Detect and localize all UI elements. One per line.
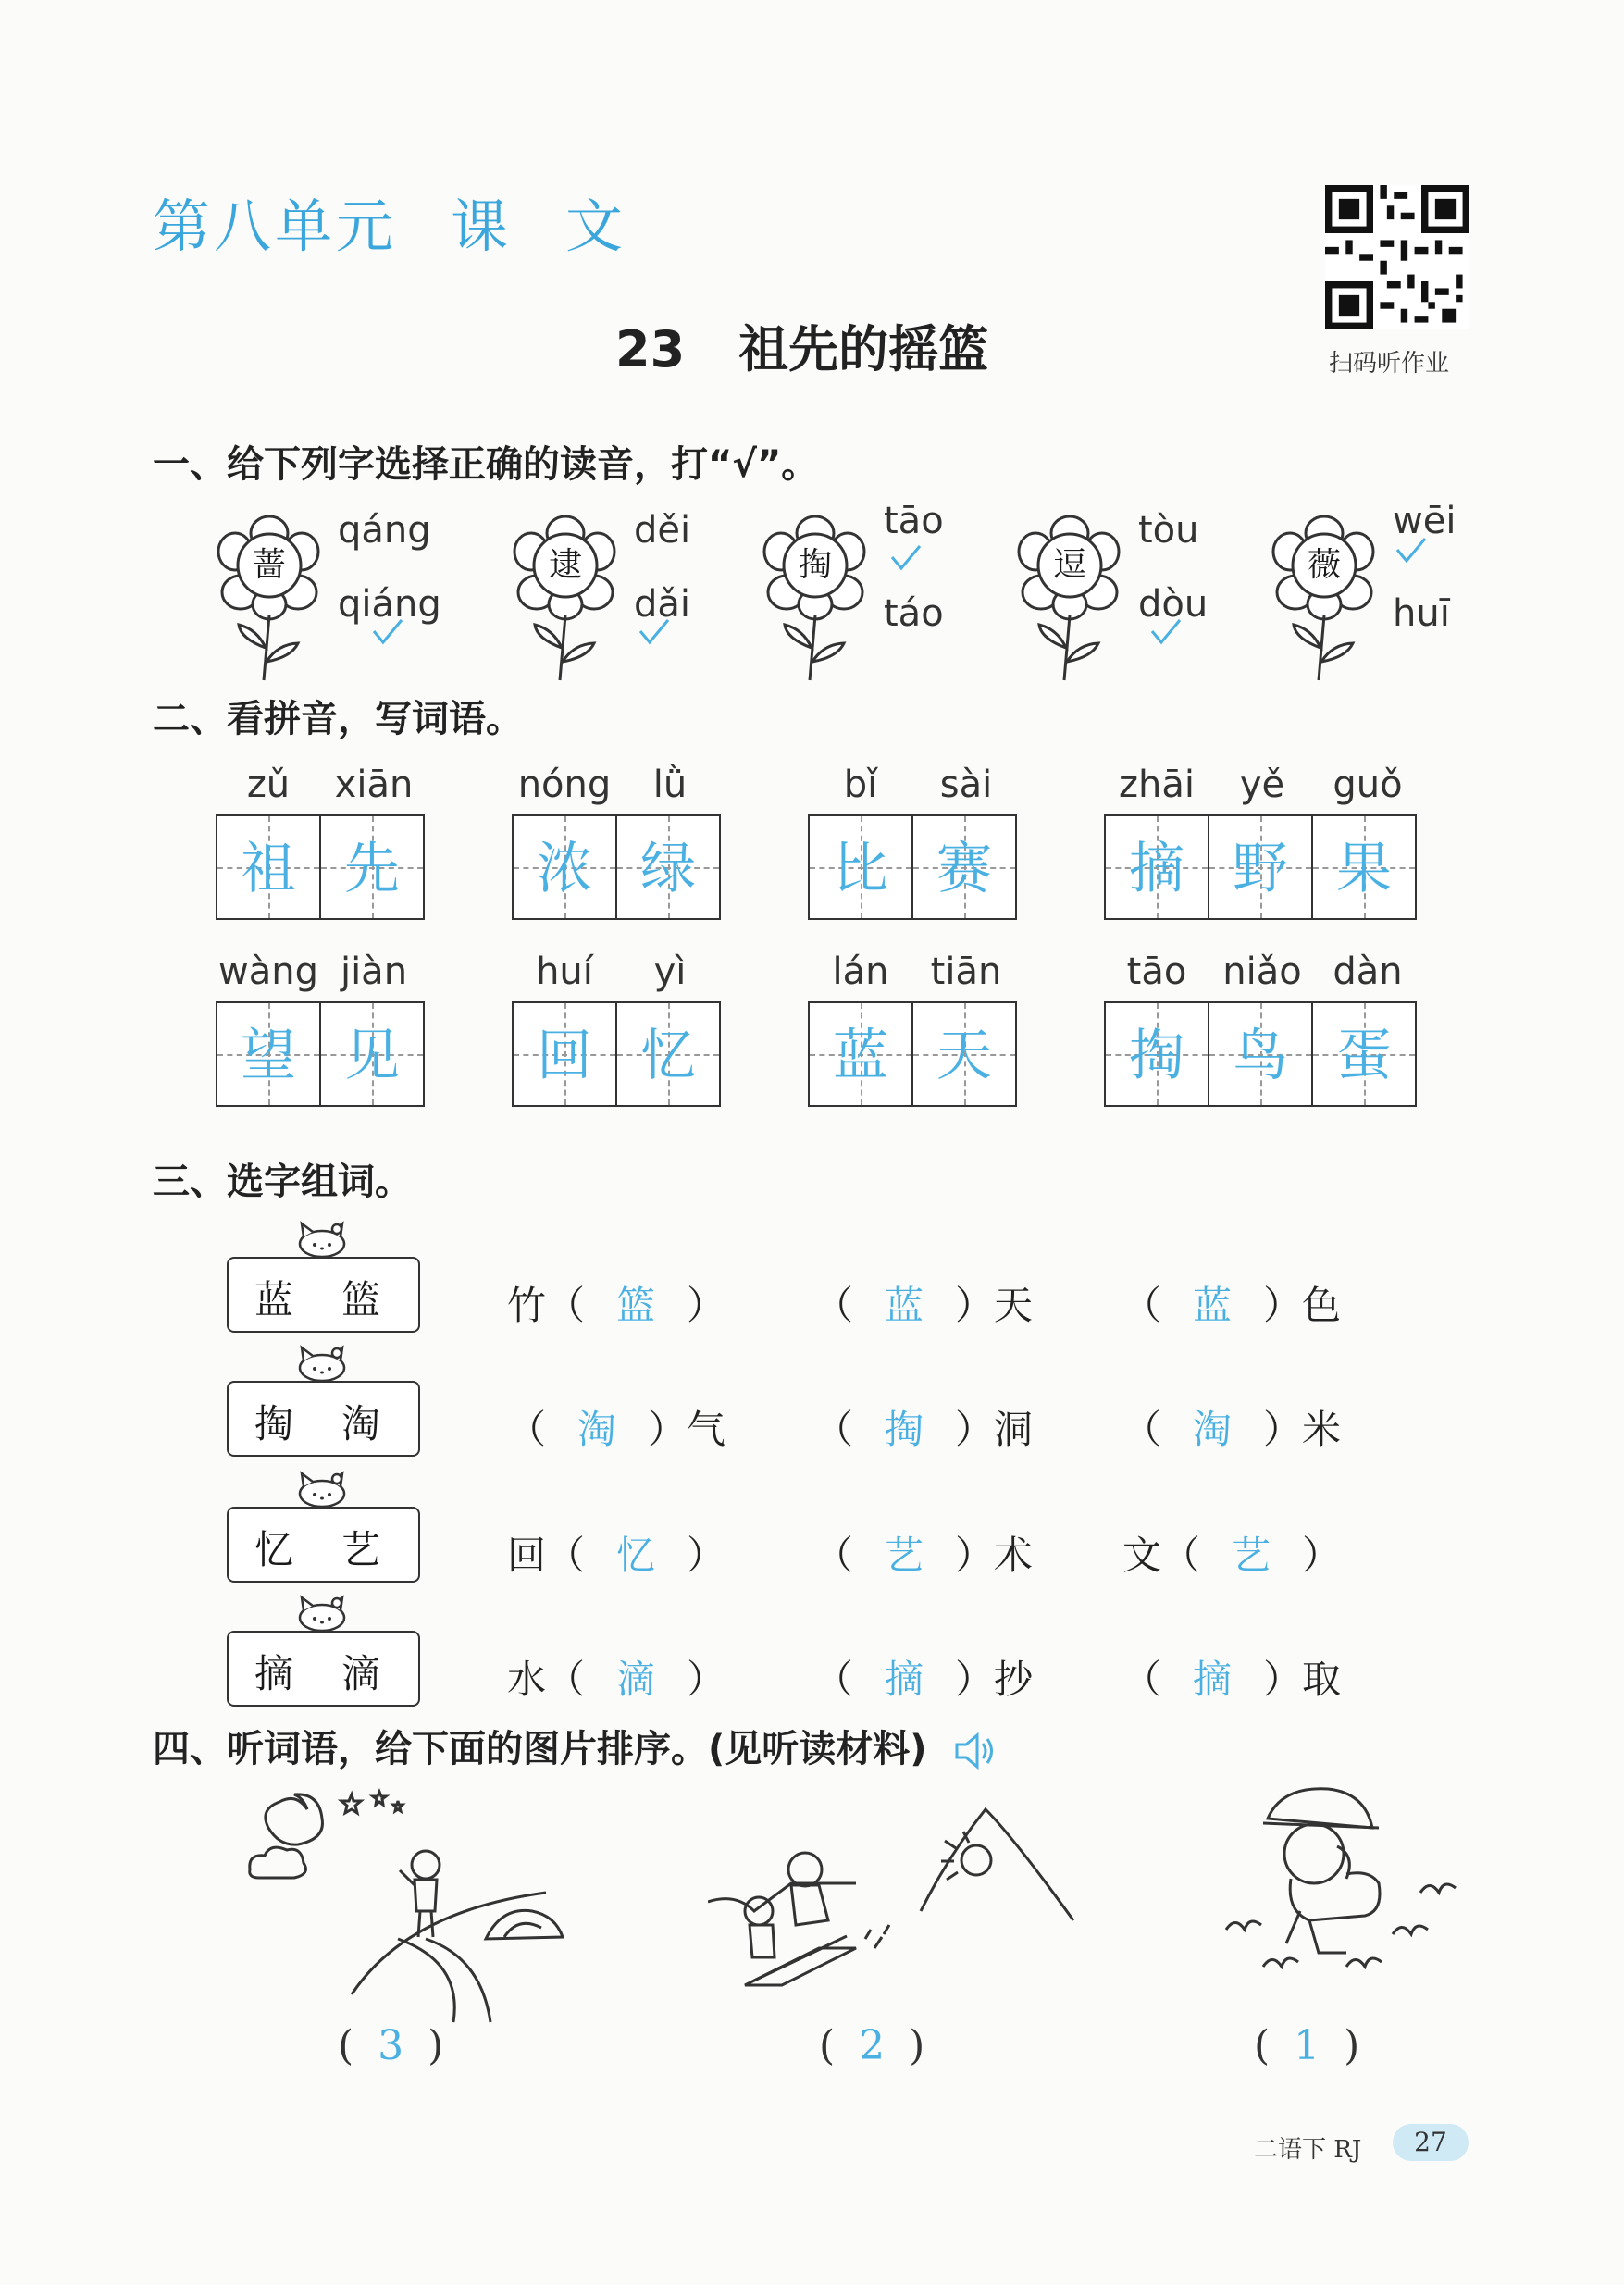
night-scene-illustration <box>241 1782 592 2031</box>
qr-label: 扫码听作业 <box>1329 350 1450 378</box>
written-char: 见 <box>344 1024 400 1088</box>
word-pinyin: zǔ <box>246 764 291 806</box>
pinyin-option[interactable]: dòu <box>1138 583 1209 626</box>
blank-pre: （ <box>1122 1407 1162 1452</box>
word-pinyin: huí <box>536 950 593 993</box>
pinyin-option[interactable]: qáng <box>338 509 431 552</box>
order-post: ) <box>909 2022 925 2069</box>
blank-post: ）术 <box>955 1533 1034 1578</box>
written-char: 赛 <box>936 837 992 901</box>
blank-item[interactable] <box>814 1525 1033 1581</box>
choice-char: 淘 <box>341 1401 381 1447</box>
blank-post: ）米 <box>1263 1407 1342 1452</box>
blank-pre: 竹（ <box>507 1283 586 1328</box>
blank-post: ） <box>687 1533 726 1578</box>
blank-pre: （ <box>1122 1657 1162 1702</box>
flower-icon <box>1013 509 1134 685</box>
unit-title <box>153 180 680 263</box>
choice-char: 摘 <box>254 1651 294 1696</box>
blank-item[interactable] <box>814 1399 1033 1455</box>
order-pre: ( <box>338 2022 354 2069</box>
choice-box <box>227 1631 420 1707</box>
flower-char: 逮 <box>548 546 582 584</box>
blank-answer: 淘 <box>1193 1407 1233 1452</box>
written-char: 果 <box>1336 837 1392 901</box>
word-pinyin: wàng <box>218 950 318 993</box>
word-pinyin: niǎo <box>1222 950 1302 993</box>
blank-item[interactable] <box>507 1399 725 1455</box>
char-box[interactable] <box>1311 1001 1417 1107</box>
choice-char: 篮 <box>341 1277 381 1323</box>
written-char: 天 <box>936 1024 992 1088</box>
choice-box <box>227 1257 420 1333</box>
blank-pre: 文（ <box>1122 1533 1201 1578</box>
written-char: 蓝 <box>833 1024 888 1088</box>
section-3-title: 三、选字组词。 <box>153 1161 412 1203</box>
section-2-title: 二、看拼音，写词语。 <box>153 698 523 740</box>
order-post: ) <box>428 2022 444 2069</box>
kitty-icon <box>294 1220 350 1259</box>
written-char: 摘 <box>1129 837 1184 901</box>
blank-item[interactable] <box>1122 1399 1341 1455</box>
flower-char: 逗 <box>1052 546 1086 584</box>
char-box[interactable] <box>808 814 913 920</box>
blank-answer: 艺 <box>885 1533 924 1578</box>
flower-icon <box>1268 509 1388 685</box>
char-box[interactable] <box>512 814 617 920</box>
choice-char: 艺 <box>341 1527 381 1572</box>
blank-item[interactable] <box>1122 1275 1341 1331</box>
blank-answer: 摘 <box>885 1657 924 1702</box>
written-char: 祖 <box>241 837 296 901</box>
written-char: 望 <box>241 1024 296 1088</box>
blank-answer: 掏 <box>885 1407 924 1452</box>
book-label: 二语下 RJ <box>1254 2136 1362 2164</box>
order-number: 2 <box>859 2022 886 2069</box>
blank-item[interactable] <box>1122 1649 1341 1705</box>
blank-post: ） <box>1302 1533 1342 1578</box>
order-pre: ( <box>1254 2022 1271 2069</box>
blank-post: ）抄 <box>955 1657 1034 1702</box>
blank-post: ）洞 <box>955 1407 1034 1452</box>
flower-item <box>509 509 759 685</box>
choice-char: 滴 <box>341 1651 381 1696</box>
unit-title-part: 第八单元 <box>153 192 398 260</box>
choice-char: 蓝 <box>254 1277 294 1323</box>
written-char: 回 <box>537 1024 592 1088</box>
blank-pre: （ <box>814 1283 854 1328</box>
blank-answer: 滴 <box>616 1657 656 1702</box>
child-gardening-illustration <box>1208 1782 1457 2004</box>
unit-title-part: 文 <box>565 192 627 260</box>
flower-item <box>213 509 463 685</box>
blank-post: ）气 <box>648 1407 726 1452</box>
blank-item[interactable] <box>814 1275 1033 1331</box>
written-char: 忆 <box>640 1024 696 1088</box>
pinyin-option[interactable]: dǎi <box>634 583 691 626</box>
section-4-title <box>153 1720 999 1772</box>
kitty-icon <box>294 1594 350 1633</box>
word-pinyin: tiān <box>930 950 1002 993</box>
word-pinyin: guǒ <box>1333 764 1403 806</box>
mountain-climb-illustration <box>708 1800 1087 2013</box>
order-number: 3 <box>378 2022 404 2069</box>
kitty-icon <box>294 1470 350 1509</box>
word-pinyin: yì <box>653 950 687 993</box>
blank-item[interactable] <box>1122 1525 1341 1581</box>
word-pinyin: lán <box>832 950 889 993</box>
char-box[interactable] <box>1104 1001 1209 1107</box>
char-box[interactable] <box>216 1001 321 1107</box>
word-pinyin: bǐ <box>843 764 878 806</box>
blank-item[interactable] <box>507 1525 725 1581</box>
check-mark-icon <box>1150 618 1182 646</box>
speaker-icon[interactable] <box>953 1731 999 1771</box>
pinyin-option[interactable]: děi <box>634 509 691 552</box>
pinyin-option[interactable]: tāo <box>884 500 944 542</box>
written-char: 掏 <box>1129 1024 1184 1088</box>
check-mark-icon <box>890 544 922 572</box>
blank-answer: 忆 <box>616 1533 656 1578</box>
blank-post: ） <box>687 1657 726 1702</box>
check-mark-icon <box>372 618 403 646</box>
word-pinyin: xiān <box>334 764 414 806</box>
char-box[interactable] <box>911 814 1017 920</box>
section-1-title: 一、给下列字选择正确的读音，打“√”。 <box>153 443 819 486</box>
char-box[interactable] <box>1104 814 1209 920</box>
written-char: 蛋 <box>1336 1024 1392 1088</box>
word-pinyin: lǜ <box>652 764 688 806</box>
section-4-title-text: 四、听词语，给下面的图片排序。(见听读材料) <box>153 1728 927 1770</box>
written-char: 先 <box>344 837 400 901</box>
order-post: ) <box>1344 2022 1360 2069</box>
char-box[interactable] <box>808 1001 913 1107</box>
char-box[interactable] <box>911 1001 1017 1107</box>
blank-pre: 水（ <box>507 1657 586 1702</box>
pinyin-option[interactable]: táo <box>884 592 944 635</box>
pinyin-option[interactable]: tòu <box>1138 509 1199 552</box>
kitty-icon <box>294 1344 350 1383</box>
blank-post: ）取 <box>1263 1657 1342 1702</box>
choice-char: 掏 <box>254 1401 294 1447</box>
blank-item[interactable] <box>507 1649 725 1705</box>
order-answer[interactable] <box>819 2022 924 2069</box>
qr-code-icon[interactable] <box>1325 185 1469 329</box>
blank-post: ）天 <box>955 1283 1034 1328</box>
blank-post: ）色 <box>1263 1283 1342 1328</box>
blank-answer: 淘 <box>577 1407 617 1452</box>
written-char: 绿 <box>640 837 696 901</box>
blank-answer: 艺 <box>1232 1533 1271 1578</box>
char-box[interactable] <box>1208 1001 1313 1107</box>
pinyin-option[interactable]: wēi <box>1393 500 1457 542</box>
lesson-name: 祖先的摇篮 <box>738 320 989 379</box>
written-char: 浓 <box>537 837 592 901</box>
order-answer[interactable] <box>338 2022 443 2069</box>
pinyin-option[interactable]: huī <box>1393 592 1450 635</box>
blank-pre: （ <box>814 1407 854 1452</box>
word-pinyin: sài <box>939 764 993 806</box>
lesson-number: 23 <box>615 320 686 379</box>
char-box[interactable] <box>216 814 321 920</box>
blank-item[interactable] <box>507 1275 725 1331</box>
flower-icon <box>759 509 879 685</box>
blank-post: ） <box>687 1283 726 1328</box>
char-box[interactable] <box>615 814 721 920</box>
flower-icon <box>509 509 629 685</box>
written-char: 比 <box>833 837 888 901</box>
char-box[interactable] <box>1208 814 1313 920</box>
word-pinyin: jiàn <box>340 950 408 993</box>
blank-pre: 回（ <box>507 1533 586 1578</box>
blank-pre: （ <box>507 1407 547 1452</box>
char-box[interactable] <box>319 1001 425 1107</box>
word-pinyin: yě <box>1239 764 1285 806</box>
order-answer[interactable] <box>1254 2022 1359 2069</box>
choice-box <box>227 1381 420 1457</box>
page-number: 27 <box>1393 2124 1469 2161</box>
lesson-title <box>615 310 988 381</box>
word-pinyin: nóng <box>517 764 612 806</box>
word-pinyin: dàn <box>1333 950 1403 993</box>
check-mark-icon <box>1395 537 1427 565</box>
order-number: 1 <box>1294 2022 1320 2069</box>
char-box[interactable] <box>1311 814 1417 920</box>
blank-item[interactable] <box>814 1649 1033 1705</box>
flower-char: 薇 <box>1307 546 1341 584</box>
blank-answer: 蓝 <box>1193 1283 1233 1328</box>
flower-icon <box>213 509 333 685</box>
blank-answer: 蓝 <box>885 1283 924 1328</box>
check-mark-icon <box>638 618 670 646</box>
blank-answer: 篮 <box>616 1283 656 1328</box>
blank-pre: （ <box>1122 1283 1162 1328</box>
written-char: 鸟 <box>1233 1024 1288 1088</box>
flower-char: 蔷 <box>252 546 286 584</box>
blank-pre: （ <box>814 1657 854 1702</box>
blank-pre: （ <box>814 1533 854 1578</box>
char-box[interactable] <box>512 1001 617 1107</box>
char-box[interactable] <box>319 814 425 920</box>
word-pinyin: tāo <box>1126 950 1187 993</box>
pinyin-option[interactable]: qiáng <box>338 583 441 626</box>
flower-item <box>1268 500 1518 685</box>
flower-char: 掏 <box>798 546 832 584</box>
unit-title-part: 课 <box>451 192 513 260</box>
order-pre: ( <box>819 2022 836 2069</box>
flower-item <box>1013 509 1263 685</box>
char-box[interactable] <box>615 1001 721 1107</box>
flower-item <box>759 500 1009 685</box>
word-pinyin: zhāi <box>1119 764 1195 806</box>
blank-answer: 摘 <box>1193 1657 1233 1702</box>
choice-box <box>227 1507 420 1583</box>
written-char: 野 <box>1233 837 1288 901</box>
choice-char: 忆 <box>254 1527 294 1572</box>
